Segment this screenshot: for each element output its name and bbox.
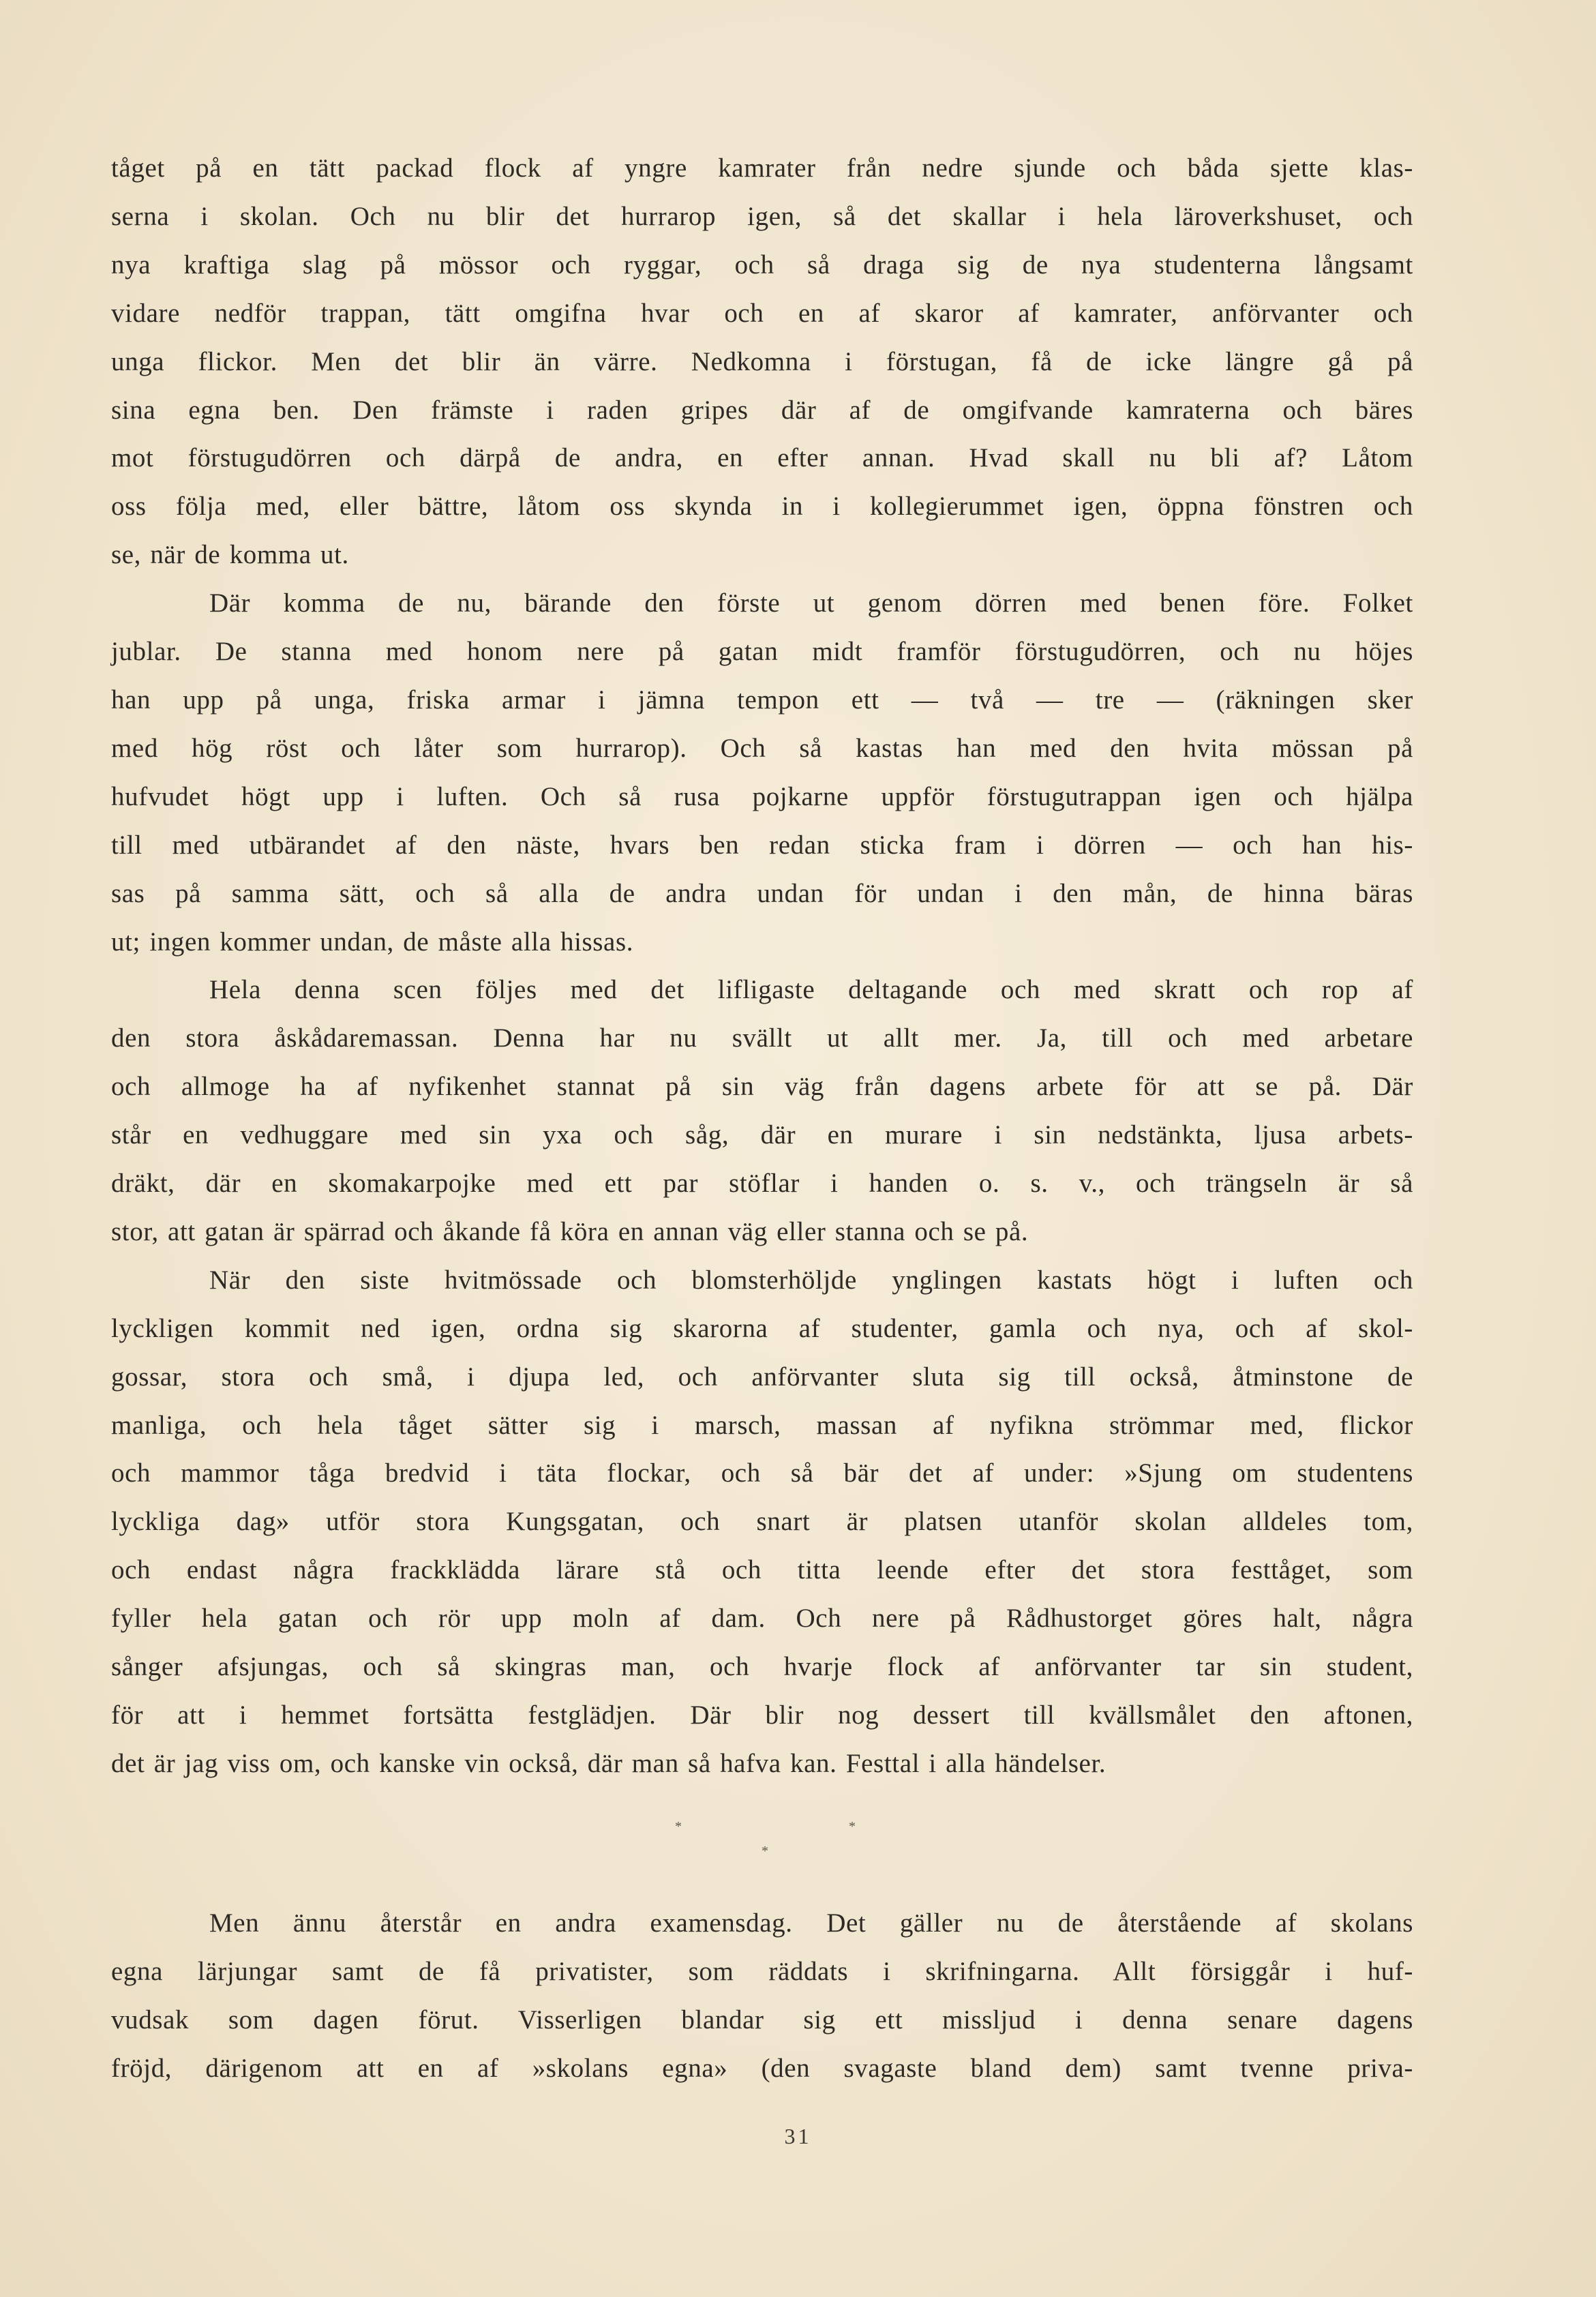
text-line: Hela denna scen följes med det lifligaste deltagande och med skratt och rop af [209,975,1413,1005]
text-line: för att i hemmet fortsätta festglädjen. Där blir nog dessert till kvällsmålet den aftonen, [111,1700,1413,1730]
text-block-upper [111,145,1413,1788]
text-line: Men ännu återstår en andra examensdag. Det gäller nu de återstående af skolans [209,1908,1413,1938]
text-line: och allmoge ha af nyfikenhet stannat på sin väg från dagens arbete för att se på. Där [111,1072,1413,1102]
text-line: serna i skolan. Och nu blir det hurrarop igen, så det skallar i hela läroverkshuset, och [111,201,1413,231]
text-line: står en vedhuggare med sin yxa och såg, där en murare i sin nedstänkta, ljusa arbets- [111,1120,1413,1150]
page-number: 31 [784,2124,812,2148]
text-block-lower [111,1900,1413,2093]
text-line: oss följa med, eller bättre, låtom oss skynda in i kollegierummet igen, öppna fönstren och [111,492,1413,522]
text-line: egna lärjungar samt de få privatister, som räddats i skrifningarna. Allt försiggår i huf- [111,1956,1413,1986]
text-line: det är jag viss om, och kanske vin också, där man så hafva kan. Festtal i alla händelser. [111,1748,1106,1778]
text-line: lyckliga dag» utför stora Kungsgatan, och snart är platsen utanför skolan alldeles tom, [111,1507,1413,1537]
text-line: nya kraftiga slag på mössor och ryggar, och så draga sig de nya studenterna långsamt [111,250,1413,280]
text-line: och endast några frackklädda lärare stå och titta leende efter det stora festtåget, som [111,1555,1413,1585]
asterisk-ornament: * [762,1844,768,1859]
text-line: sånger afsjungas, och så skingras man, och hvarje flock af anförvanter tar sin student, [111,1652,1413,1682]
text-line: unga flickor. Men det blir än värre. Nedkomna i förstugan, få de icke längre gå på [111,346,1413,376]
text-line: jublar. De stanna med honom nere på gatan midt framför förstugudörren, och nu höjes [111,637,1413,667]
text-line: gossar, stora och små, i djupa led, och anförvanter sluta sig till också, åtminstone de [111,1362,1413,1392]
text-line: fröjd, därigenom att en af »skolans egna» (den svagaste bland dem) samt tvenne priva- [111,2053,1413,2083]
text-line: stor, att gatan är spärrad och åkande få köra en annan väg eller stanna och se på. [111,1216,1029,1246]
text-line: mot förstugudörren och därpå de andra, en efter annan. Hvad skall nu bli af? Låtom [111,443,1413,473]
text-line: den stora åskådaremassan. Denna har nu svällt ut allt mer. Ja, till och med arbetare [111,1023,1413,1053]
text-line: manliga, och hela tåget sätter sig i marsch, massan af nyfikna strömmar med, flickor [111,1410,1413,1440]
text-line: hufvudet högt upp i luften. Och så rusa pojkarne uppför förstugutrappan igen och hjälpa [111,781,1413,811]
text-line: fyller hela gatan och rör upp moln af dam. Och nere på Rådhustorget göres halt, några [111,1604,1413,1634]
text-line: ut; ingen kommer undan, de måste alla hissas. [111,927,634,957]
section-separator [0,1819,1596,1860]
text-line: vudsak som dagen förut. Visserligen blandar sig ett missljud i denna senare dagens [111,2005,1413,2035]
text-line: till med utbärandet af den näste, hvars ben redan sticka fram i dörren — och han his- [111,830,1413,860]
text-line: han upp på unga, friska armar i jämna tempon ett — två — tre — (räkningen sker [111,685,1413,715]
asterisk-ornament: * [675,1819,682,1834]
text-line: se, när de komma ut. [111,540,349,570]
text-line: sina egna ben. Den främste i raden gripes där af de omgifvande kamraterna och bäres [111,395,1413,425]
text-line: Där komma de nu, bärande den förste ut genom dörren med benen före. Folket [209,588,1413,618]
text-line: När den siste hvitmössade och blomsterhöljde ynglingen kastats högt i luften och [209,1265,1413,1295]
text-line: sas på samma sätt, och så alla de andra undan för undan i den mån, de hinna bäras [111,878,1413,908]
text-line: dräkt, där en skomakarpojke med ett par stöflar i handen o. s. v., och trängseln är så [111,1169,1413,1199]
text-line: och mammor tåga bredvid i täta flockar, och så bär det af under: »Sjung om studentens [111,1458,1413,1488]
text-line: vidare nedför trappan, tätt omgifna hvar och en af skaror af kamrater, anförvanter och [111,298,1413,328]
text-line: lyckligen kommit ned igen, ordna sig skarorna af studenter, gamla och nya, och af skol- [111,1313,1413,1343]
asterisk-ornament: * [849,1819,856,1834]
text-line: med hög röst och låter som hurrarop). Och så kastas han med den hvita mössan på [111,733,1413,763]
text-line: tåget på en tätt packad flock af yngre kamrater från nedre sjunde och båda sjette klas- [111,153,1413,183]
